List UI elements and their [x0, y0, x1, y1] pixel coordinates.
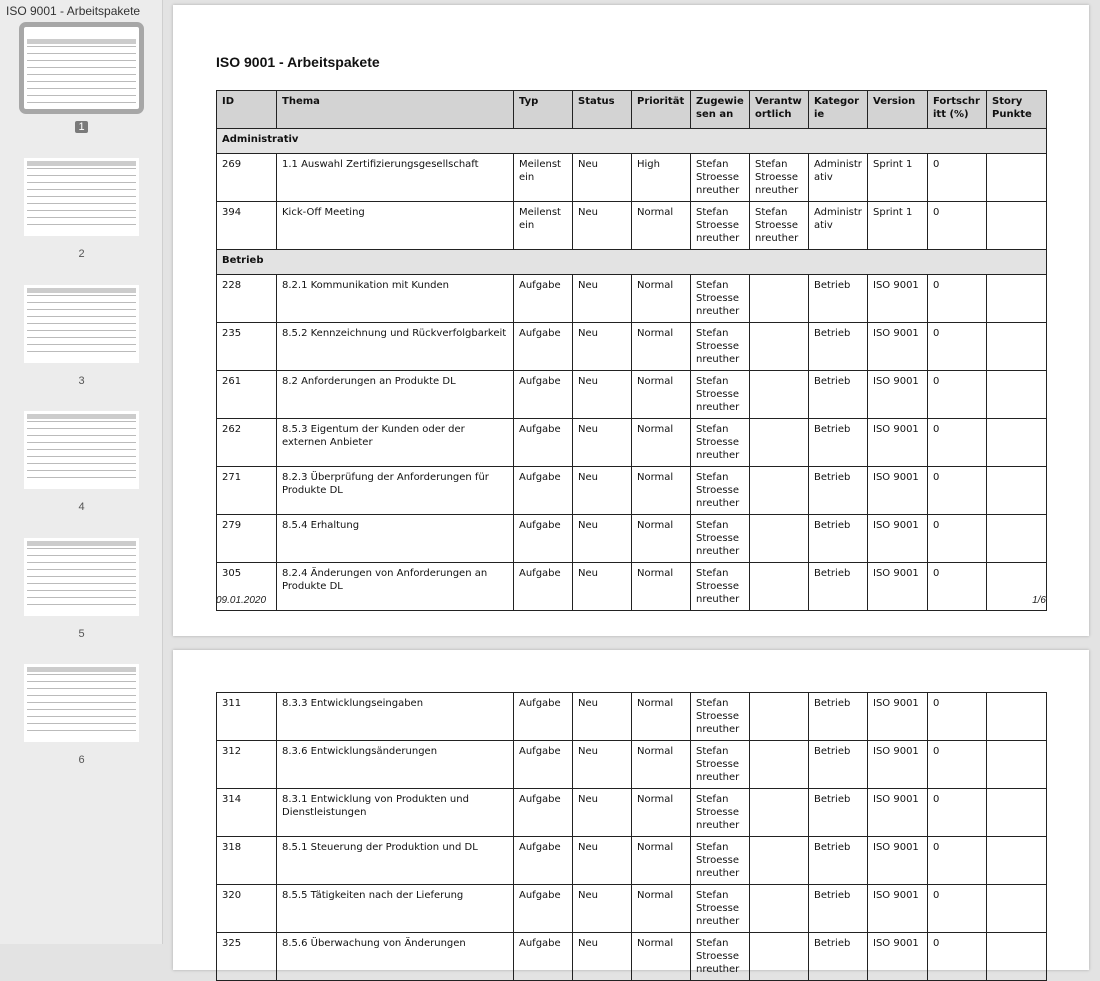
cell-zugewiesen: Stefan Stroessenreuther [691, 323, 750, 371]
cell-thema: 8.2 Anforderungen an Produkte DL [277, 371, 514, 419]
cell-story-punkte [987, 789, 1047, 837]
cell-verantwortlich [750, 323, 809, 371]
column-header-kategorie: Kategorie [809, 91, 868, 129]
table-row [217, 933, 1047, 981]
thumbnail-line [27, 95, 136, 96]
cell-thema: 8.5.1 Steuerung der Produktion und DL [277, 837, 514, 885]
cell-fortschritt: 0 [928, 837, 987, 885]
thumbnail-line [27, 470, 136, 471]
table-row [217, 885, 1047, 933]
cell-id: 305 [217, 563, 277, 611]
thumbnail-line [27, 316, 136, 317]
cell-typ: Aufgabe [514, 467, 573, 515]
table-row [217, 837, 1047, 885]
thumbnail-line [27, 562, 136, 563]
table-row [217, 563, 1047, 611]
table-row [217, 419, 1047, 467]
page-thumbnail-3[interactable] [24, 285, 139, 363]
thumbnail-line [27, 548, 136, 549]
cell-prioritaet: Normal [632, 693, 691, 741]
cell-fortschritt: 0 [928, 154, 987, 202]
column-header-verantwortlich: Verantwortlich [750, 91, 809, 129]
cell-verantwortlich [750, 563, 809, 611]
cell-verantwortlich [750, 467, 809, 515]
cell-zugewiesen: Stefan Stroessenreuther [691, 563, 750, 611]
thumbnail-line [27, 337, 136, 338]
thumbnail-line [27, 477, 136, 478]
cell-kategorie: Betrieb [809, 275, 868, 323]
cell-version: ISO 9001 [868, 275, 928, 323]
cell-thema: 8.3.3 Entwicklungseingaben [277, 693, 514, 741]
cell-story-punkte [987, 275, 1047, 323]
cell-typ: Aufgabe [514, 515, 573, 563]
thumbnail-line [27, 456, 136, 457]
thumbnail-header-bar [27, 288, 136, 293]
thumbnail-line [27, 182, 136, 183]
thumbnail-line [27, 189, 136, 190]
cell-thema: 8.5.6 Überwachung von Änderungen [277, 933, 514, 981]
cell-status: Neu [573, 419, 632, 467]
thumbnail-line [27, 597, 136, 598]
cell-thema: 8.2.1 Kommunikation mit Kunden [277, 275, 514, 323]
cell-version: ISO 9001 [868, 515, 928, 563]
column-header-story-punkte: Story Punkte [987, 91, 1047, 129]
table-row [217, 202, 1047, 250]
cell-fortschritt: 0 [928, 371, 987, 419]
cell-kategorie: Betrieb [809, 789, 868, 837]
cell-thema: 8.5.2 Kennzeichnung und Rückverfolgbarkeit [277, 323, 514, 371]
cell-kategorie: Betrieb [809, 323, 868, 371]
page-thumbnail-number [0, 375, 163, 387]
page-2 [173, 650, 1089, 975]
table-row [217, 323, 1047, 371]
cell-id: 314 [217, 789, 277, 837]
page-number-label: 1 [75, 121, 87, 133]
thumbnail-line [27, 730, 136, 731]
cell-zugewiesen: Stefan Stroessenreuther [691, 202, 750, 250]
thumbnail-line [27, 674, 136, 675]
thumbnail-line [27, 175, 136, 176]
cell-status: Neu [573, 789, 632, 837]
column-header-fortschritt: Fortschritt (%) [928, 91, 987, 129]
cell-version: Sprint 1 [868, 154, 928, 202]
page-1 [173, 5, 1089, 636]
cell-fortschritt: 0 [928, 789, 987, 837]
thumbnail-line [27, 67, 136, 68]
page-number-label: 6 [78, 754, 85, 766]
thumbnail-line [27, 590, 136, 591]
cell-thema: 8.5.4 Erhaltung [277, 515, 514, 563]
cell-typ: Meilenstein [514, 202, 573, 250]
cell-version: Sprint 1 [868, 202, 928, 250]
table-row [217, 154, 1047, 202]
cell-kategorie: Betrieb [809, 419, 868, 467]
thumbnail-line [27, 224, 136, 225]
cell-prioritaet: Normal [632, 202, 691, 250]
cell-thema: 8.5.5 Tätigkeiten nach der Lieferung [277, 885, 514, 933]
cell-zugewiesen: Stefan Stroessenreuther [691, 419, 750, 467]
cell-zugewiesen: Stefan Stroessenreuther [691, 837, 750, 885]
document-title-label: ISO 9001 - Arbeitspakete [6, 4, 141, 18]
cell-kategorie: Administrativ [809, 202, 868, 250]
cell-typ: Aufgabe [514, 323, 573, 371]
table-row [217, 275, 1047, 323]
column-header-status: Status [573, 91, 632, 129]
cell-typ: Aufgabe [514, 933, 573, 981]
page-thumbnail-number [0, 501, 163, 513]
cell-status: Neu [573, 202, 632, 250]
page-number-label: 2 [78, 248, 85, 260]
cell-fortschritt: 0 [928, 885, 987, 933]
page-thumbnail-number [0, 248, 163, 260]
cell-kategorie: Betrieb [809, 563, 868, 611]
cell-id: 311 [217, 693, 277, 741]
page-thumbnail-number [0, 628, 163, 640]
thumbnail-line [27, 583, 136, 584]
thumbnail-line [27, 295, 136, 296]
cell-verantwortlich [750, 275, 809, 323]
cell-story-punkte [987, 515, 1047, 563]
cell-version: ISO 9001 [868, 323, 928, 371]
cell-story-punkte [987, 741, 1047, 789]
thumbnail-line [27, 442, 136, 443]
cell-id: 271 [217, 467, 277, 515]
cell-thema: 8.5.3 Eigentum der Kunden oder der externen Anbieter [277, 419, 514, 467]
thumbnail-line [27, 555, 136, 556]
page-thumbnail-number [0, 121, 163, 133]
page-thumbnail-5[interactable] [24, 538, 139, 616]
cell-id: 312 [217, 741, 277, 789]
cell-prioritaet: Normal [632, 837, 691, 885]
thumbnail-line [27, 695, 136, 696]
thumbnail-header-bar [27, 667, 136, 672]
thumbnail-line [27, 309, 136, 310]
page-title: ISO 9001 - Arbeitspakete [216, 54, 380, 70]
cell-prioritaet: Normal [632, 419, 691, 467]
cell-fortschritt: 0 [928, 515, 987, 563]
cell-status: Neu [573, 837, 632, 885]
cell-version: ISO 9001 [868, 885, 928, 933]
cell-story-punkte [987, 323, 1047, 371]
thumbnail-line [27, 217, 136, 218]
cell-version: ISO 9001 [868, 741, 928, 789]
column-header-zugewiesen: Zugewiesen an [691, 91, 750, 129]
cell-zugewiesen: Stefan Stroessenreuther [691, 371, 750, 419]
cell-verantwortlich: Stefan Stroessenreuther [750, 154, 809, 202]
thumbnail-line [27, 449, 136, 450]
thumbnail-line [27, 60, 136, 61]
thumbnail-line [27, 604, 136, 605]
thumbnail-line [27, 323, 136, 324]
thumbnail-line [27, 435, 136, 436]
cell-typ: Meilenstein [514, 154, 573, 202]
thumbnail-header-bar [27, 39, 136, 44]
thumbnail-line [27, 351, 136, 352]
table-row [217, 693, 1047, 741]
cell-typ: Aufgabe [514, 837, 573, 885]
cell-fortschritt: 0 [928, 419, 987, 467]
cell-verantwortlich [750, 371, 809, 419]
cell-version: ISO 9001 [868, 933, 928, 981]
cell-prioritaet: Normal [632, 371, 691, 419]
cell-verantwortlich [750, 789, 809, 837]
cell-prioritaet: Normal [632, 275, 691, 323]
thumbnail-line [27, 53, 136, 54]
thumbnail-line [27, 709, 136, 710]
thumbnail-line [27, 330, 136, 331]
cell-prioritaet: Normal [632, 467, 691, 515]
cell-story-punkte [987, 419, 1047, 467]
cell-id: 394 [217, 202, 277, 250]
thumbnail-line [27, 723, 136, 724]
table-header-row [217, 91, 1047, 129]
cell-story-punkte [987, 371, 1047, 419]
cell-id: 235 [217, 323, 277, 371]
column-header-prioritaet: Priorität [632, 91, 691, 129]
thumbnail-line [27, 203, 136, 204]
cell-status: Neu [573, 693, 632, 741]
group-row [217, 250, 1047, 275]
cell-verantwortlich [750, 741, 809, 789]
cell-typ: Aufgabe [514, 275, 573, 323]
group-row [217, 129, 1047, 154]
footer-date: 09.01.2020 [216, 595, 267, 606]
page-thumbnail-1[interactable] [24, 27, 139, 109]
cell-status: Neu [573, 154, 632, 202]
thumbnail-line [27, 681, 136, 682]
thumbnail-line [27, 302, 136, 303]
cell-prioritaet: Normal [632, 323, 691, 371]
footer-page-number: 1/6 [1032, 595, 1046, 606]
cell-kategorie: Betrieb [809, 467, 868, 515]
thumbnail-line [27, 344, 136, 345]
page-thumbnail-number [0, 754, 163, 766]
document-viewer[interactable] [163, 0, 1100, 975]
thumbnail-line [27, 74, 136, 75]
group-label: Administrativ [217, 129, 1047, 154]
cell-status: Neu [573, 741, 632, 789]
cell-thema: 8.3.6 Entwicklungsänderungen [277, 741, 514, 789]
thumbnail-header-bar [27, 161, 136, 166]
cell-id: 262 [217, 419, 277, 467]
cell-status: Neu [573, 563, 632, 611]
cell-id: 261 [217, 371, 277, 419]
page-number-label: 4 [78, 501, 85, 513]
cell-prioritaet: Normal [632, 933, 691, 981]
cell-status: Neu [573, 885, 632, 933]
cell-fortschritt: 0 [928, 323, 987, 371]
thumbnail-header-bar [27, 414, 136, 419]
table-row [217, 467, 1047, 515]
cell-version: ISO 9001 [868, 419, 928, 467]
cell-status: Neu [573, 323, 632, 371]
cell-typ: Aufgabe [514, 563, 573, 611]
cell-typ: Aufgabe [514, 885, 573, 933]
cell-version: ISO 9001 [868, 693, 928, 741]
cell-kategorie: Betrieb [809, 741, 868, 789]
thumbnail-line [27, 196, 136, 197]
cell-verantwortlich: Stefan Stroessenreuther [750, 202, 809, 250]
cell-story-punkte [987, 837, 1047, 885]
cell-zugewiesen: Stefan Stroessenreuther [691, 515, 750, 563]
cell-id: 228 [217, 275, 277, 323]
cell-version: ISO 9001 [868, 371, 928, 419]
cell-version: ISO 9001 [868, 789, 928, 837]
column-header-thema: Thema [277, 91, 514, 129]
work-packages-table [216, 90, 1047, 611]
table-row [217, 741, 1047, 789]
cell-id: 325 [217, 933, 277, 981]
cell-zugewiesen: Stefan Stroessenreuther [691, 789, 750, 837]
cell-fortschritt: 0 [928, 202, 987, 250]
thumbnail-line [27, 688, 136, 689]
column-header-typ: Typ [514, 91, 573, 129]
thumbnail-line [27, 168, 136, 169]
thumbnail-sidebar [0, 0, 163, 944]
cell-status: Neu [573, 275, 632, 323]
page-number-label: 5 [78, 628, 85, 640]
cell-prioritaet: High [632, 154, 691, 202]
cell-typ: Aufgabe [514, 741, 573, 789]
group-label: Betrieb [217, 250, 1047, 275]
cell-zugewiesen: Stefan Stroessenreuther [691, 275, 750, 323]
thumbnail-line [27, 102, 136, 103]
cell-thema: 8.3.1 Entwicklung von Produkten und Dienstleistungen [277, 789, 514, 837]
cell-verantwortlich [750, 693, 809, 741]
cell-verantwortlich [750, 837, 809, 885]
cell-id: 318 [217, 837, 277, 885]
cell-id: 320 [217, 885, 277, 933]
cell-fortschritt: 0 [928, 693, 987, 741]
thumbnail-line [27, 421, 136, 422]
column-header-id: ID [217, 91, 277, 129]
cell-kategorie: Betrieb [809, 693, 868, 741]
thumbnail-line [27, 210, 136, 211]
cell-verantwortlich [750, 885, 809, 933]
cell-kategorie: Betrieb [809, 933, 868, 981]
table-row [217, 371, 1047, 419]
cell-thema: Kick-Off Meeting [277, 202, 514, 250]
page-thumbnail-6[interactable] [24, 664, 139, 742]
cell-prioritaet: Normal [632, 741, 691, 789]
work-packages-table-continued [216, 692, 1047, 981]
thumbnail-line [27, 428, 136, 429]
cell-story-punkte [987, 202, 1047, 250]
cell-typ: Aufgabe [514, 693, 573, 741]
page-thumbnail-2[interactable] [24, 158, 139, 236]
cell-story-punkte [987, 154, 1047, 202]
page-thumbnail-4[interactable] [24, 411, 139, 489]
cell-fortschritt: 0 [928, 741, 987, 789]
cell-kategorie: Betrieb [809, 885, 868, 933]
thumbnail-line [27, 569, 136, 570]
cell-prioritaet: Normal [632, 885, 691, 933]
cell-zugewiesen: Stefan Stroessenreuther [691, 693, 750, 741]
cell-zugewiesen: Stefan Stroessenreuther [691, 933, 750, 981]
cell-kategorie: Betrieb [809, 837, 868, 885]
cell-zugewiesen: Stefan Stroessenreuther [691, 467, 750, 515]
column-header-version: Version [868, 91, 928, 129]
cell-story-punkte [987, 933, 1047, 981]
cell-status: Neu [573, 371, 632, 419]
cell-id: 279 [217, 515, 277, 563]
thumbnail-line [27, 88, 136, 89]
cell-thema: 8.2.3 Überprüfung der Anforderungen für Produkte DL [277, 467, 514, 515]
cell-fortschritt: 0 [928, 933, 987, 981]
cell-thema: 8.2.4 Änderungen von Anforderungen an Produkte DL [277, 563, 514, 611]
cell-kategorie: Betrieb [809, 371, 868, 419]
cell-story-punkte [987, 693, 1047, 741]
cell-typ: Aufgabe [514, 419, 573, 467]
cell-id: 269 [217, 154, 277, 202]
thumbnail-line [27, 463, 136, 464]
cell-verantwortlich [750, 419, 809, 467]
cell-story-punkte [987, 885, 1047, 933]
thumbnail-header-bar [27, 541, 136, 546]
cell-verantwortlich [750, 933, 809, 981]
cell-version: ISO 9001 [868, 467, 928, 515]
cell-zugewiesen: Stefan Stroessenreuther [691, 885, 750, 933]
cell-status: Neu [573, 515, 632, 563]
cell-kategorie: Betrieb [809, 515, 868, 563]
cell-prioritaet: Normal [632, 563, 691, 611]
cell-story-punkte [987, 467, 1047, 515]
thumbnail-line [27, 46, 136, 47]
thumbnail-line [27, 81, 136, 82]
cell-kategorie: Administrativ [809, 154, 868, 202]
page-number-label: 3 [78, 375, 85, 387]
cell-fortschritt: 0 [928, 467, 987, 515]
cell-typ: Aufgabe [514, 371, 573, 419]
cell-thema: 1.1 Auswahl Zertifizierungsgesellschaft [277, 154, 514, 202]
cell-status: Neu [573, 933, 632, 981]
thumbnail-line [27, 716, 136, 717]
table-row [217, 789, 1047, 837]
cell-fortschritt: 0 [928, 563, 987, 611]
cell-zugewiesen: Stefan Stroessenreuther [691, 741, 750, 789]
thumbnail-line [27, 702, 136, 703]
thumbnail-line [27, 576, 136, 577]
cell-version: ISO 9001 [868, 563, 928, 611]
cell-version: ISO 9001 [868, 837, 928, 885]
cell-status: Neu [573, 467, 632, 515]
cell-prioritaet: Normal [632, 789, 691, 837]
cell-prioritaet: Normal [632, 515, 691, 563]
table-row [217, 515, 1047, 563]
cell-fortschritt: 0 [928, 275, 987, 323]
cell-typ: Aufgabe [514, 789, 573, 837]
cell-zugewiesen: Stefan Stroessenreuther [691, 154, 750, 202]
cell-verantwortlich [750, 515, 809, 563]
